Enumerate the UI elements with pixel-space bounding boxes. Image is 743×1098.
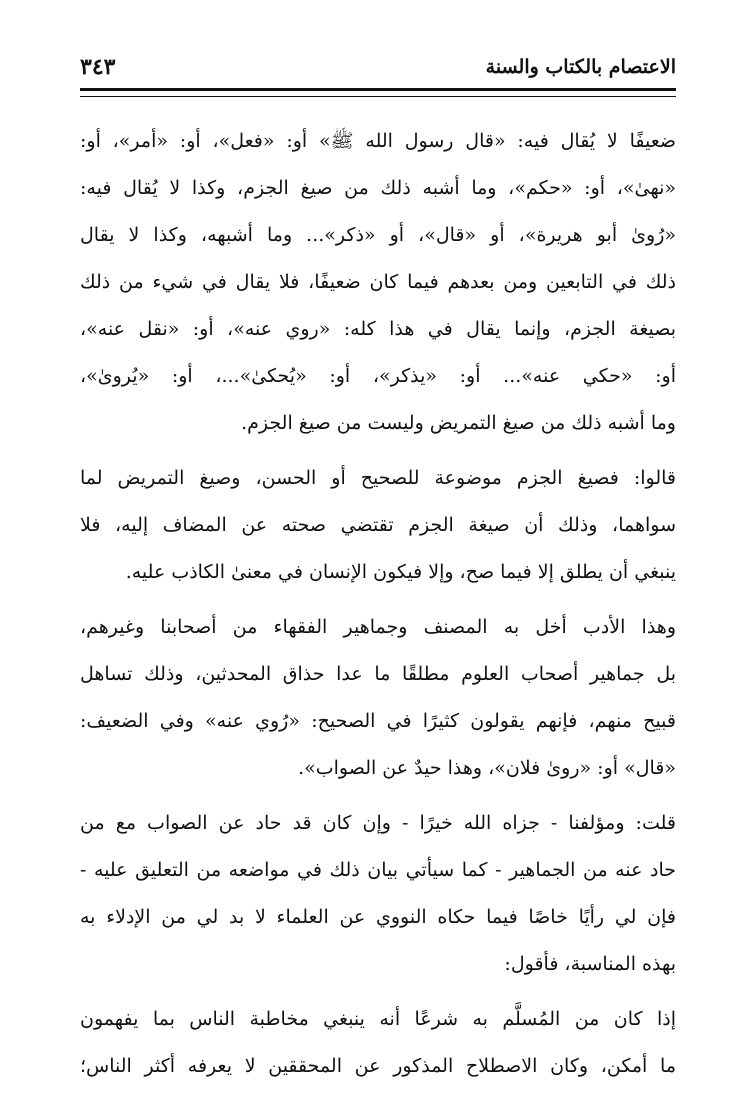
text-line: بل جماهير أصحاب العلوم مطلقًا ما عدا حذاق المحدثين، وذلك تساهل — [80, 663, 676, 685]
running-title: الاعتصام بالكتاب والسنة — [485, 56, 676, 78]
text-line: «رُوىٰ أبو هريرة»، أو «قال»، أو «ذكر»... وما أشبهه، وكذا لا يقال — [80, 224, 676, 246]
body-text — [80, 118, 676, 1098]
header-rule-thin — [80, 96, 676, 97]
text-line: حاد عنه من الجماهير - كما سيأتي بيان ذلك في مواضعه من التعليق عليه - — [80, 859, 676, 881]
text-line: فإن لي رأيًا خاصًا فيما حكاه النووي عن العلماء لا بد لي من الإدلاء به — [80, 906, 676, 928]
text-line: ينبغي أن يطلق إلا فيما صح، وإلا فيكون الإنسان في معنىٰ الكاذب عليه. — [125, 561, 676, 583]
paragraph — [80, 604, 676, 792]
text-line: بهذه المناسبة، فأقول: — [504, 953, 676, 975]
text-line: «قال» أو: «روىٰ فلان»، وهذا حيدٌ عن الصواب». — [298, 757, 676, 779]
text-line: وهذا الأدب أخل به المصنف وجماهير الفقهاء من أصحابنا وغيرهم، — [80, 616, 676, 638]
paragraph — [80, 996, 676, 1090]
text-line: وما أشبه ذلك من صيغ التمريض وليست من صيغ الجزم. — [241, 412, 676, 434]
paragraph — [80, 118, 676, 447]
header-rule-thick — [80, 88, 676, 91]
text-line: «نهىٰ»، أو: «حكم»، وما أشبه ذلك من صيغ الجزم، وكذا لا يُقال فيه: — [80, 177, 676, 199]
text-line: ما أمكن، وكان الاصطلاح المذكور عن المحققين لا يعرفه أكثر الناس؛ — [80, 1055, 676, 1077]
paragraph — [80, 455, 676, 596]
paragraph — [80, 800, 676, 988]
text-line: ضعيفًا لا يُقال فيه: «قال رسول الله ﷺ» أو: «فعل»، أو: «أمر»، أو: — [80, 130, 676, 152]
text-line: قلت: ومؤلفنا - جزاه الله خيرًا - وإن كان قد حاد عن الصواب مع من — [80, 812, 676, 834]
page-number: ٣٤٣ — [80, 54, 116, 80]
text-line: سواهما، وذلك أن صيغة الجزم تقتضي صحته عن المضاف إليه، فلا — [80, 514, 676, 536]
text-line: إذا كان من المُسلَّم به شرعًا أنه ينبغي مخاطبة الناس بما يفهمون — [80, 1008, 676, 1030]
page-header — [80, 52, 676, 88]
text-line: قبيح منهم، فإنهم يقولون كثيرًا في الصحيح: «رُوي عنه» وفي الضعيف: — [80, 710, 676, 732]
text-line: ذلك في التابعين ومن بعدهم فيما كان ضعيفًا، فلا يقال في شيء من ذلك — [80, 271, 676, 293]
text-line: أو: «حكي عنه»... أو: «يذكر»، أو: «يُحكىٰ»...، أو: «يُروىٰ»، — [80, 365, 676, 387]
text-line: بصيغة الجزم، وإنما يقال في هذا كله: «روي عنه»، أو: «نقل عنه»، — [80, 318, 676, 340]
text-line: قالوا: فصيغ الجزم موضوعة للصحيح أو الحسن، وصيغ التمريض لما — [80, 467, 676, 489]
